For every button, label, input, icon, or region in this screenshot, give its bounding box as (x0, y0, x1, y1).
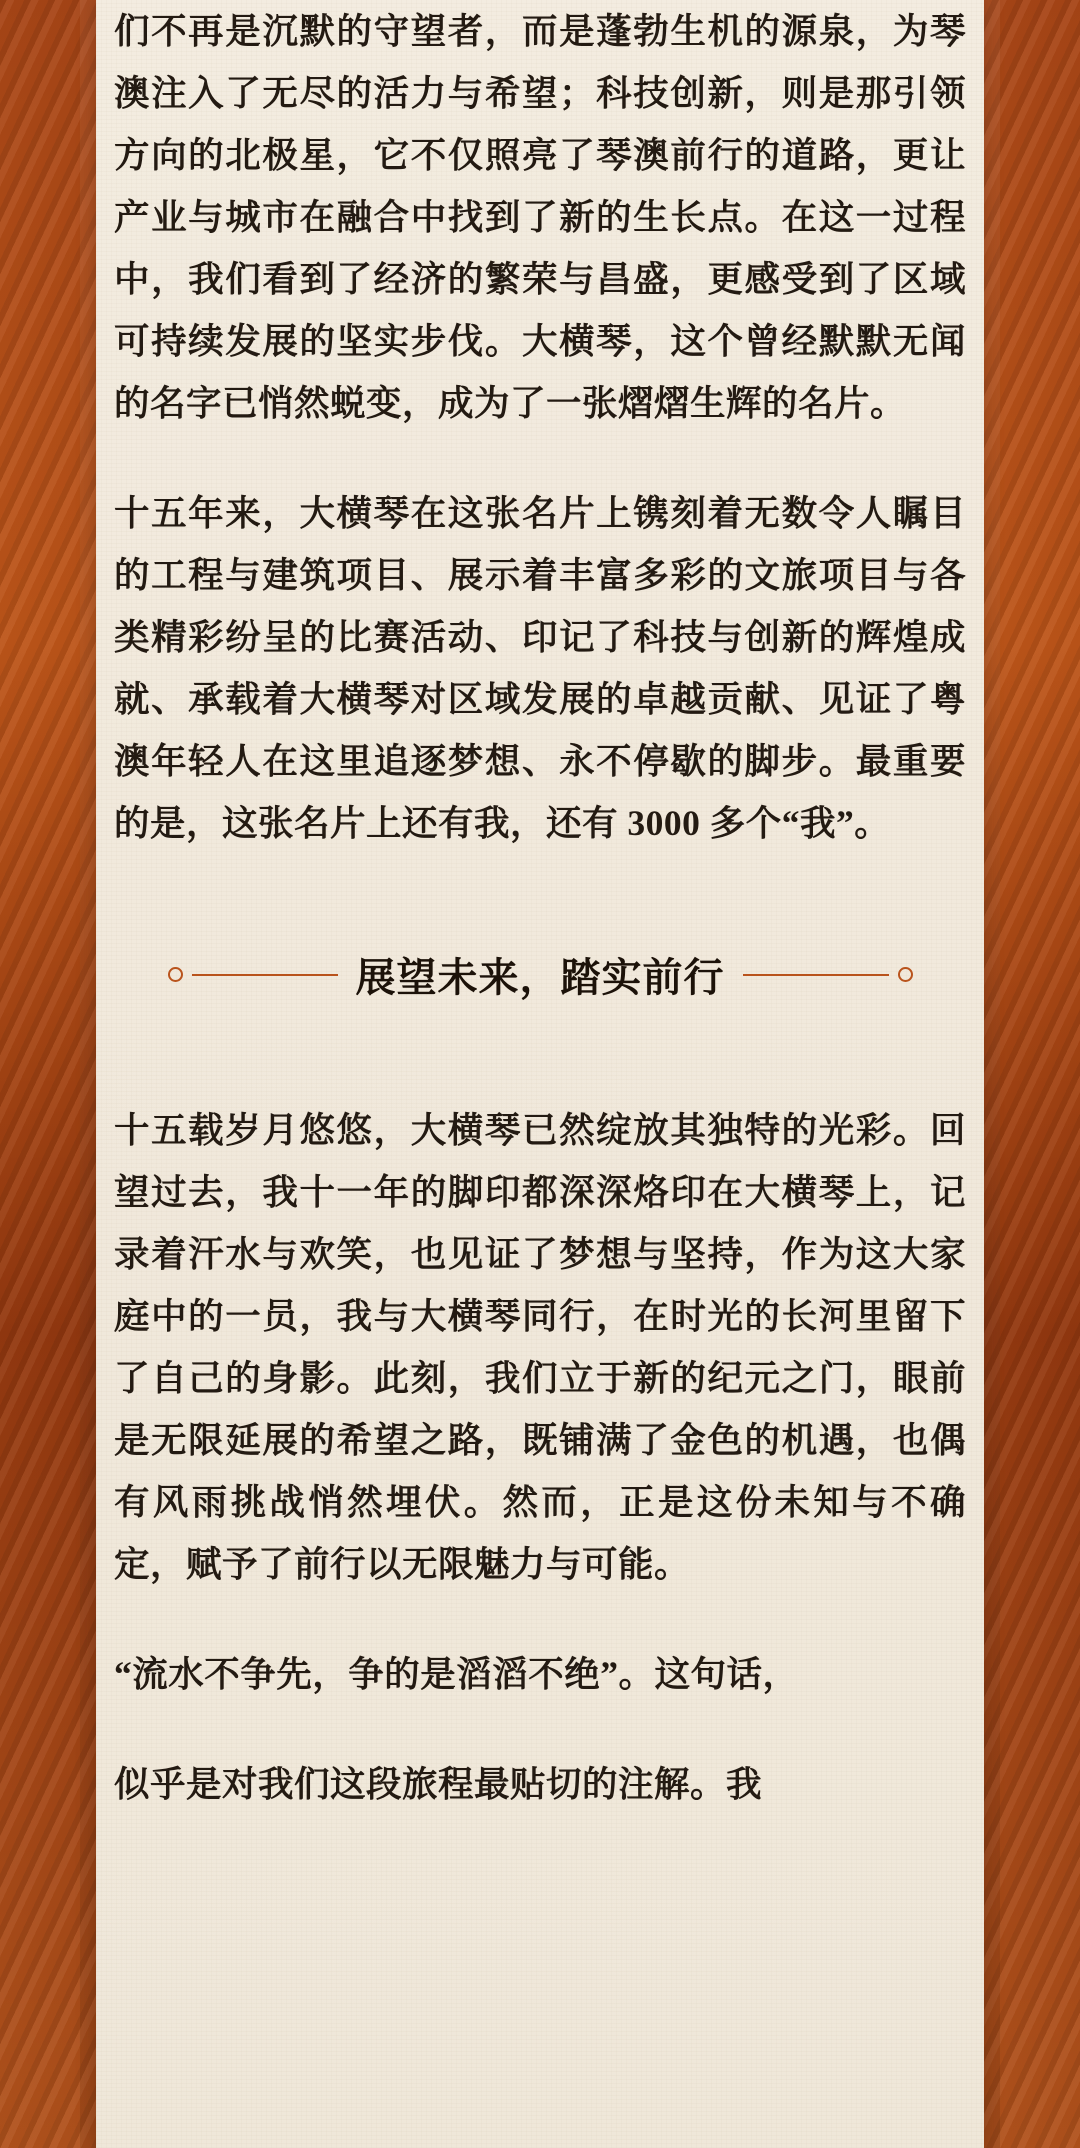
section-rule-right (743, 967, 913, 982)
paragraph-4: “流水不争先，争的是滔滔不绝”。这句话， (114, 1654, 799, 1694)
section-rule-left (168, 967, 338, 982)
paper-sheet (96, 0, 984, 2148)
section-divider-line (743, 974, 889, 976)
section-title: 展望未来，踏实前行 (355, 955, 725, 1000)
section-heading (114, 946, 966, 1003)
decorative-right-border (968, 0, 1080, 2148)
article-body (96, 0, 984, 1815)
paragraph-3: 十五载岁月悠悠，大横琴已然绽放其独特的光彩。回望过去，我十一年的脚印都深深烙印在大横琴上，记录着汗水与欢笑，也见证了梦想与坚持，作为这大家庭中的一员，我与大横琴同行，在时光的长河里留下了自己的身影。此刻，我们立于新的纪元之门，眼前是无限延展的希望之路，既铺满了金色的机遇，也偶有风雨挑战悄然埋伏。然而，正是这份未知与不确定，赋予了前行以无限魅力与可能。 (114, 1110, 966, 1584)
paragraph-5-partial: 似乎是对我们这段旅程最贴切的注解。我 (114, 1764, 763, 1804)
circle-dot-icon (898, 967, 913, 982)
circle-dot-icon (168, 967, 183, 982)
paragraph-1: 们不再是沉默的守望者，而是蓬勃生机的源泉，为琴澳注入了无尽的活力与希望；科技创新，则是那引领方向的北极星，它不仅照亮了琴澳前行的道路，更让产业与城市在融合中找到了新的生长点。在这一过程中，我们看到了经济的繁荣与昌盛，更感受到了区域可持续发展的坚实步伐。大横琴，这个曾经默默无闻的名字已悄然蜕变，成为了一张熠熠生辉的名片。 (114, 11, 966, 423)
paragraph-2: 十五年来，大横琴在这张名片上镌刻着无数令人瞩目的工程与建筑项目、展示着丰富多彩的文旅项目与各类精彩纷呈的比赛活动、印记了科技与创新的辉煌成就、承载着大横琴对区域发展的卓越贡献、见证了粤澳年轻人在这里追逐梦想、永不停歇的脚步。最重要的是，这张名片上还有我，还有 3000 多个“我”。 (114, 493, 966, 843)
section-divider-line (192, 974, 338, 976)
